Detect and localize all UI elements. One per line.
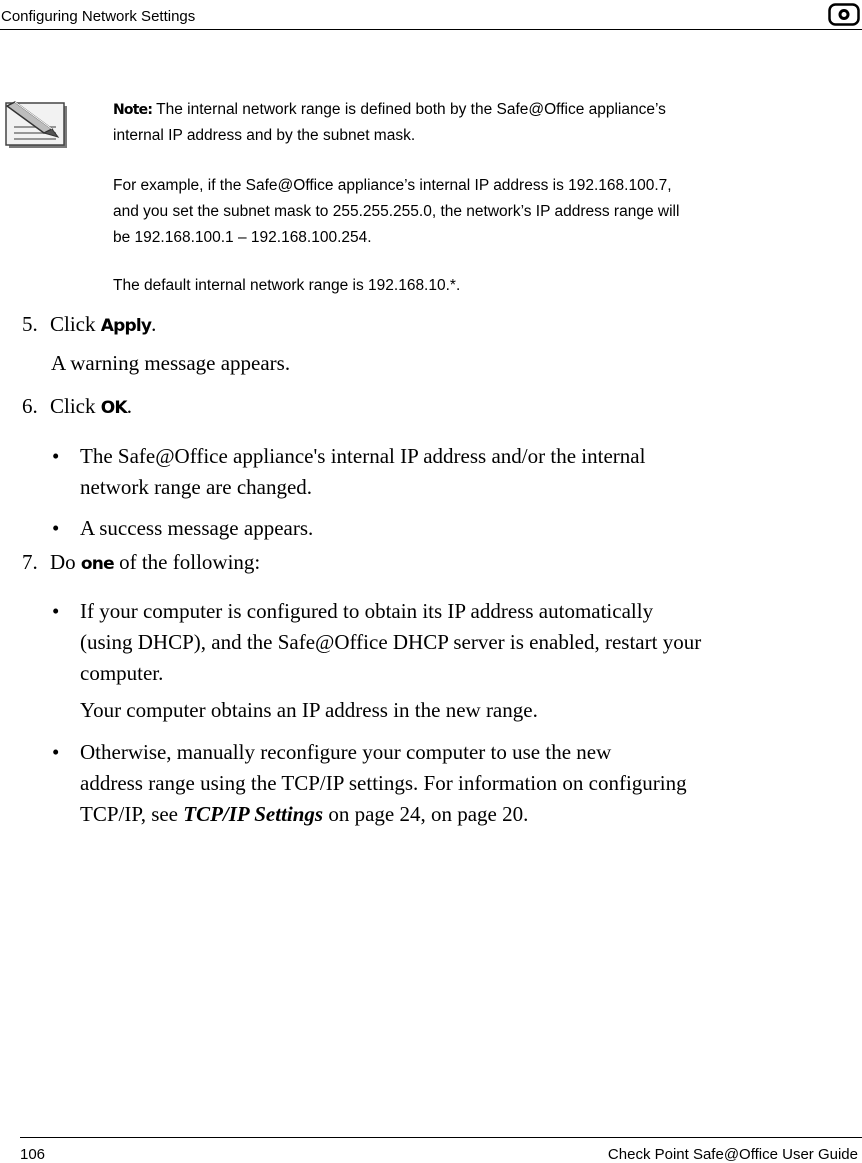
bullet-line: computer. <box>80 661 164 685</box>
bullet-icon: • <box>52 444 60 468</box>
step-7 <box>22 550 260 575</box>
note-label: Note: <box>113 102 153 118</box>
note-default-range: The default internal network range is 192.168.10.*. <box>113 277 461 294</box>
bullet-text-fragment: on page 24, on page 20. <box>323 802 529 826</box>
pencil-note-icon <box>4 99 70 151</box>
step-number: 5. <box>22 312 38 336</box>
tcpip-settings-link[interactable]: TCP/IP Settings <box>183 802 324 826</box>
chapter-icon <box>828 3 860 27</box>
note-example-line: For example, if the Safe@Office appliance’s internal IP address is 192.168.100.7, <box>113 177 672 194</box>
bullet-line: (using DHCP), and the Safe@Office DHCP server is enabled, restart your <box>80 630 702 654</box>
step-text: Click <box>50 394 101 418</box>
step-text: Do <box>50 550 81 574</box>
step-7-result: Your computer obtains an IP address in the new range. <box>80 698 538 722</box>
bullet-line: The Safe@Office appliance's internal IP address and/or the internal <box>80 444 646 468</box>
step-6 <box>22 394 132 419</box>
note-line: internal IP address and by the subnet mask. <box>113 127 416 144</box>
bullet-line <box>80 799 840 830</box>
step-5-result: A warning message appears. <box>51 351 291 375</box>
header-title: Configuring Network Settings <box>1 8 196 25</box>
guide-title: Check Point Safe@Office User Guide <box>607 1146 858 1163</box>
step-text: . <box>151 312 157 336</box>
bullet-icon: • <box>52 516 60 540</box>
footer-divider <box>20 1137 862 1138</box>
bullet-icon: • <box>52 599 60 623</box>
step-text: Click <box>50 312 101 336</box>
step-number: 6. <box>22 394 38 418</box>
note-text <box>113 97 813 149</box>
page-header <box>0 0 862 31</box>
apply-button-ref: Apply <box>100 316 152 336</box>
bullet-line: A success message appears. <box>80 516 314 540</box>
header-divider <box>0 29 862 30</box>
note-example-line: and you set the subnet mask to 255.255.255.0, the network’s IP address range will <box>113 203 680 220</box>
note-line: The internal network range is defined both by the Safe@Office appliance’s <box>152 101 666 118</box>
emphasis-one: one <box>80 554 114 574</box>
bullet-icon: • <box>52 740 60 764</box>
bullet-text-fragment: TCP/IP, see <box>80 802 184 826</box>
bullet-line: network range are changed. <box>80 475 313 499</box>
step-number: 7. <box>22 550 38 574</box>
bullet-line: address range using the TCP/IP settings. For information on configuring <box>80 771 687 795</box>
step-5 <box>22 312 156 337</box>
ok-button-ref: OK <box>100 398 127 418</box>
bullet-line: Otherwise, manually reconfigure your computer to use the new <box>80 740 612 764</box>
step-text: . <box>126 394 133 418</box>
bullet-line: If your computer is configured to obtain its IP address automatically <box>80 599 654 623</box>
page-number: 106 <box>20 1146 46 1163</box>
step-text: of the following: <box>113 550 261 574</box>
note-example <box>113 173 813 251</box>
note-example-line: be 192.168.100.1 – 192.168.100.254. <box>113 229 372 246</box>
